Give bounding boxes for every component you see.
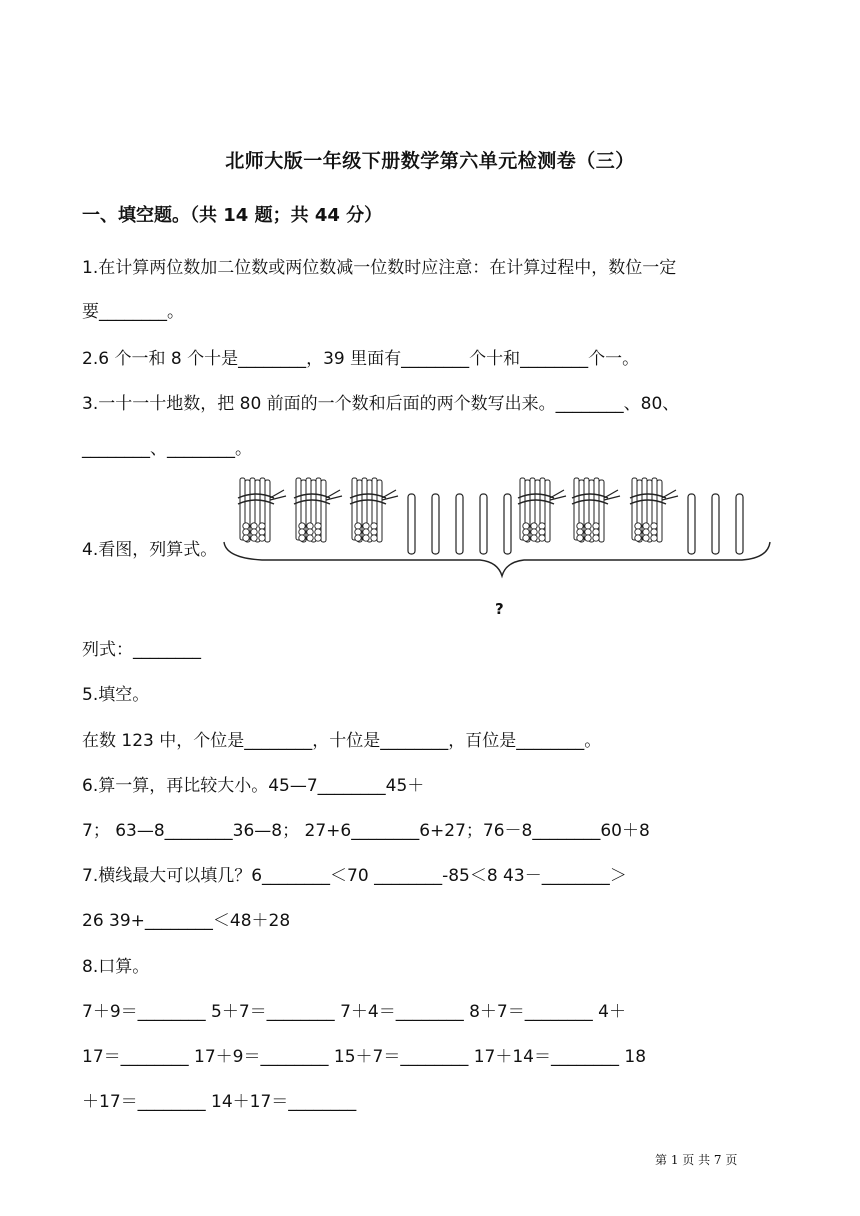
single-stick xyxy=(432,494,439,554)
question-mark: ? xyxy=(495,600,504,618)
question-7-line-1: 7.横线最大可以填几？6________＜70 ________-85＜8 43－________＞ xyxy=(82,866,627,886)
question-1-line-1: 1.在计算两位数加二位数或两位数减一位数时应注意：在计算过程中，数位一定 xyxy=(82,258,677,278)
single-stick xyxy=(712,494,719,554)
bundle-of-ten-sticks xyxy=(518,478,566,542)
question-3-line-2: ________、________。 xyxy=(82,439,252,459)
question-8: 8.口算。 xyxy=(82,957,150,977)
question-8-line-1: 7＋9＝________ 5＋7＝________ 7＋4＝________ 8＋7＝________ 4＋ xyxy=(82,1002,626,1022)
single-stick xyxy=(456,494,463,554)
single-stick xyxy=(480,494,487,554)
single-stick xyxy=(504,494,511,554)
page-footer: 第 1 页 共 7 页 xyxy=(655,1153,738,1167)
single-stick xyxy=(688,494,695,554)
question-8-line-3: ＋17＝________ 14＋17＝________ xyxy=(82,1092,357,1112)
question-5: 5.填空。 xyxy=(82,685,150,705)
question-4-answer-line: 列式：________ xyxy=(82,640,201,660)
question-8-line-2: 17＝________ 17＋9＝________ 15＋7＝________ 17＋14＝________ 18 xyxy=(82,1047,647,1067)
question-7-line-2: 26 39+________＜48＋28 xyxy=(82,911,291,931)
question-1-line-2: 要________。 xyxy=(82,302,184,322)
bundle-of-ten-sticks xyxy=(294,478,342,542)
single-stick xyxy=(736,494,743,554)
question-6-line-1: 6.算一算，再比较大小。45—7________45＋ xyxy=(82,776,425,796)
bundle-of-ten-sticks xyxy=(350,478,398,542)
bundle-of-ten-sticks xyxy=(630,478,678,542)
page-title: 北师大版一年级下册数学第六单元检测卷（三） xyxy=(225,150,635,172)
bundle-of-ten-sticks xyxy=(572,478,620,542)
bundle-of-ten-sticks xyxy=(238,478,286,542)
single-stick xyxy=(408,494,415,554)
question-5-body: 在数 123 中，个位是________，十位是________，百位是________。 xyxy=(82,731,602,751)
question-4: 4.看图，列算式。 xyxy=(82,540,218,560)
question-3-line-1: 3.一十一十地数，把 80 前面的一个数和后面的两个数写出来。________、80、 xyxy=(82,394,680,414)
question-6-line-2: 7； 63—8________36—8； 27+6________6+27；76－8________60＋8 xyxy=(82,821,650,841)
section-heading-fill-in: 一、填空题。（共 14 题；共 44 分） xyxy=(82,205,383,226)
question-2: 2.6 个一和 8 个十是________，39 里面有________个十和________个一。 xyxy=(82,349,640,369)
